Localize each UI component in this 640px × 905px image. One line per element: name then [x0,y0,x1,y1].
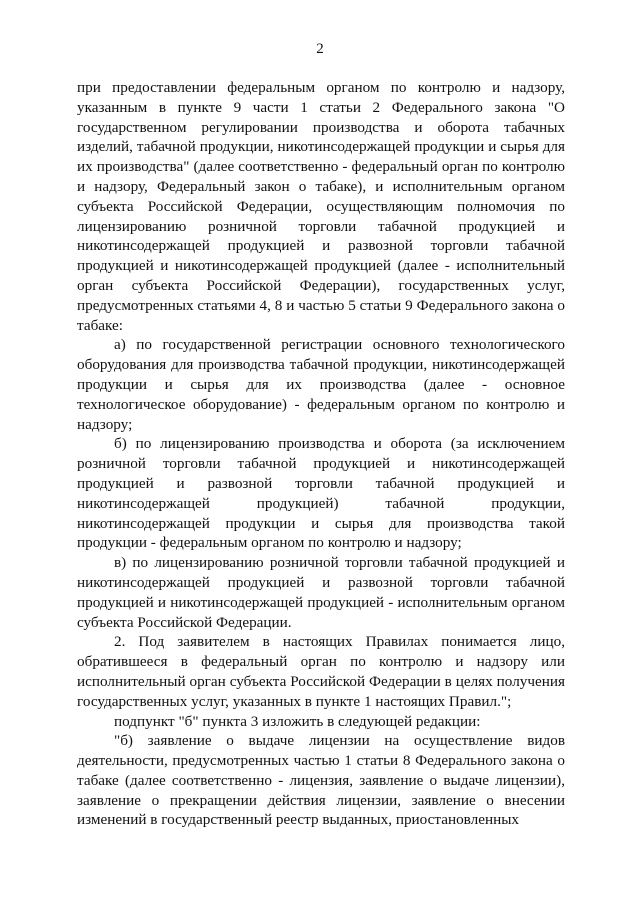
paragraph-intro: при предоставлении федеральным органом по контролю и надзору, указанным в пункте 9 части 1 статьи 2 Федерального закона "О государственном регулировании производства и оборота табачных изделий, табачной продукции, никотинсодержащей продукции и сырья для их производства" (далее соответственно - федеральный орган по контролю и надзору, Федеральный закон о табаке), и исполнительным органом субъекта Российской Федерации, осуществляющим полномочия по лицензированию розничной торговли табачной продукцией и никотинсодержащей продукцией и развозной торговли табачной продукцией и никотинсодержащей продукцией (далее - исполнительный орган субъекта Российской Федерации), государственных услуг, предусмотренных статьями 4, 8 и частью 5 статьи 9 Федерального закона о табаке: [77,79,565,334]
paragraph-item-v: в) по лицензированию розничной торговли табачной продукцией и никотинсодержащей продукцией и развозной торговли табачной продукцией и никотинсодержащей продукцией - исполнительным органом субъекта Российской Федерации. [77,554,565,631]
paragraph-point-2: 2. Под заявителем в настоящих Правилах понимается лицо, обратившееся в федеральный орган по контролю и надзору или исполнительный орган субъекта Российской Федерации в целях получения государственных услуг, указанных в пункте 1 настоящих Правил."; [77,633,565,710]
page-number: 2 [316,41,324,57]
paragraph-amendment-instruction: подпункт "б" пункта 3 изложить в следующей редакции: [114,712,481,730]
document-body [77,78,565,830]
paragraph-subpoint-b: "б) заявление о выдаче лицензии на осуществление видов деятельности, предусмотренных частью 1 статьи 8 Федерального закона о табаке (далее соответственно - лицензия, заявление о выдаче лицензии), заявление о прекращении действия лицензии, заявление о внесении изменений в государственный реестр выданных, приостановленных [77,732,565,829]
paragraph-item-a: а) по государственной регистрации основного технологического оборудования для производства табачной продукции, никотинсодержащей продукции и сырья для их производства (далее - основное технологическое оборудование) - федеральным органом по контролю и надзору; [77,336,565,433]
paragraph-item-b: б) по лицензированию производства и оборота (за исключением розничной торговли табачной продукцией и никотинсодержащей продукцией и развозной торговли табачной продукцией и никотинсодержащей продукцией) табачной продукции, никотинсодержащей продукции и сырья для производства такой продукции - федеральным органом по контролю и надзору; [77,435,565,552]
